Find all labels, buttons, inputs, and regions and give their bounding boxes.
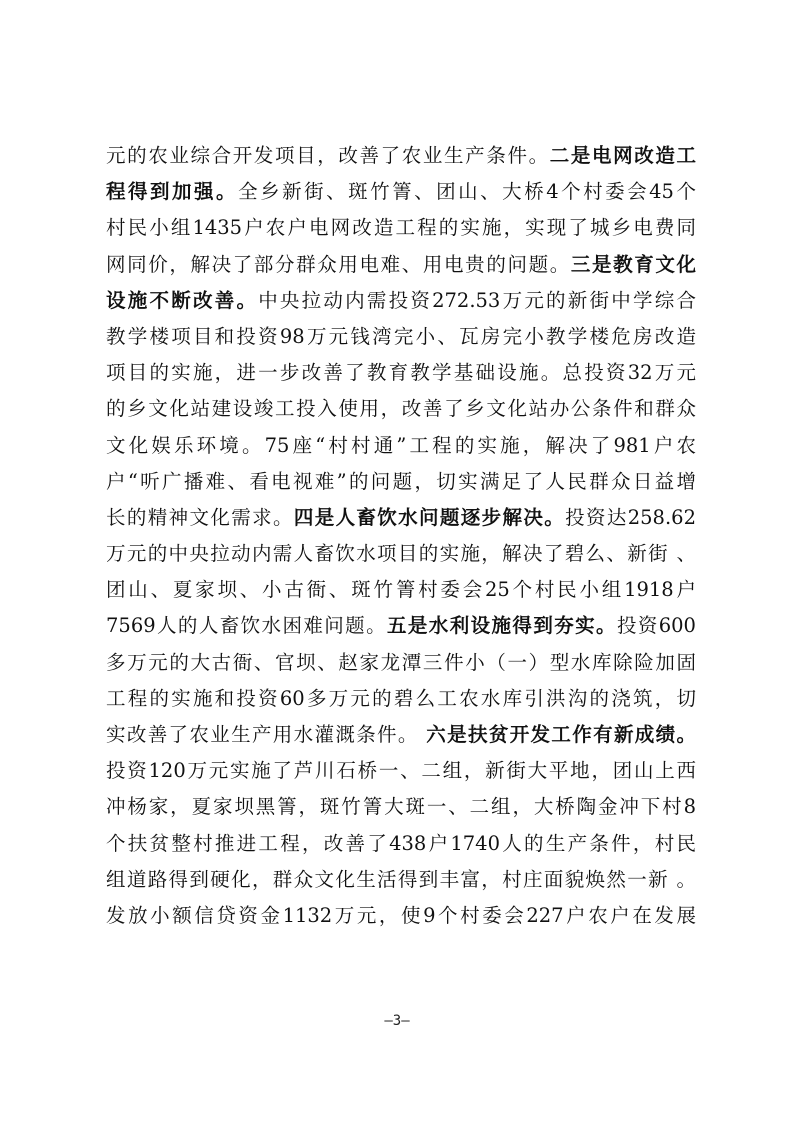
text-line: 个扶贫整村推进工程，改善了438户1740人的生产条件，村民 <box>106 831 696 855</box>
text-line: 网同价，解决了部分群众用电难、用电贵的问题。三是教育文化 <box>106 252 696 276</box>
text-line: 组道路得到硬化，群众文化生活得到丰富，村庄面貌焕然一新 。 <box>106 867 696 891</box>
text-line: 工程的实施和投资60多万元的碧么工农水库引洪沟的浇筑，切 <box>106 686 696 710</box>
text-line: 万元的中央拉动内需人畜饮水项目的实施，解决了碧么、新街 、 <box>106 542 696 566</box>
text-line: 教学楼项目和投资98万元钱湾完小、瓦房完小教学楼危房改造 <box>106 324 696 348</box>
heading-2-cont: 程得到加强。 <box>106 180 239 204</box>
text-line: 团山、夏家坝、小古衙、斑竹箐村委会25个村民小组1918户 <box>106 578 696 602</box>
text-line: 程得到加强。全乡新街、斑竹箐、团山、大桥4个村委会45个 <box>106 180 696 204</box>
text-line: 设施不断改善。中央拉动内需投资272.53万元的新街中学综合 <box>106 288 696 312</box>
heading-3-cont: 设施不断改善。 <box>106 288 259 312</box>
text-line: 冲杨家，夏家坝黑箐，斑竹箐大斑一、二组，大桥陶金冲下村8 <box>106 795 696 819</box>
text-line: 投资120万元实施了芦川石桥一、二组，新街大平地，团山上西 <box>106 759 696 783</box>
heading-3: 三是教育文化 <box>570 252 696 276</box>
text-line: 村民小组1435户农户电网改造工程的实施，实现了城乡电费同 <box>106 216 696 240</box>
heading-5: 五是水利设施得到夯实。 <box>386 614 617 638</box>
text-line: 元的农业综合开发项目，改善了农业生产条件。二是电网改造工 <box>106 144 696 167</box>
page-number: —3— <box>384 1013 410 1029</box>
text-line: 户“听广播难、看电视难”的问题，切实满足了人民群众日益增 <box>106 469 696 493</box>
heading-6: 六是扶贫开发工作有新成绩。 <box>426 723 696 746</box>
text-line: 实改善了农业生产用水灌溉条件。 六是扶贫开发工作有新成绩。 <box>106 723 696 746</box>
heading-4: 四是人畜饮水问题逐步解决。 <box>293 505 566 529</box>
body-text <box>106 138 696 934</box>
text-line: 的乡文化站建设竣工投入使用，改善了乡文化站办公条件和群众 <box>106 397 696 421</box>
heading-2: 二是电网改造工 <box>549 144 696 167</box>
text-line: 多万元的大古衙、官坝、赵家龙潭三件小（一）型水库除险加固 <box>106 650 696 674</box>
text-line: 项目的实施，进一步改善了教育教学基础设施。总投资32万元 <box>106 361 696 385</box>
text-line: 长的精神文化需求。四是人畜饮水问题逐步解决。投资达258.62 <box>106 505 696 529</box>
text-line: 文化娱乐环境。75座“村村通”工程的实施，解决了981户农 <box>106 433 696 457</box>
text-line: 7569人的人畜饮水困难问题。五是水利设施得到夯实。投资600 <box>106 614 696 638</box>
text-line: 发放小额信贷资金1132万元，使9个村委会227户农户在发展 <box>106 903 696 927</box>
